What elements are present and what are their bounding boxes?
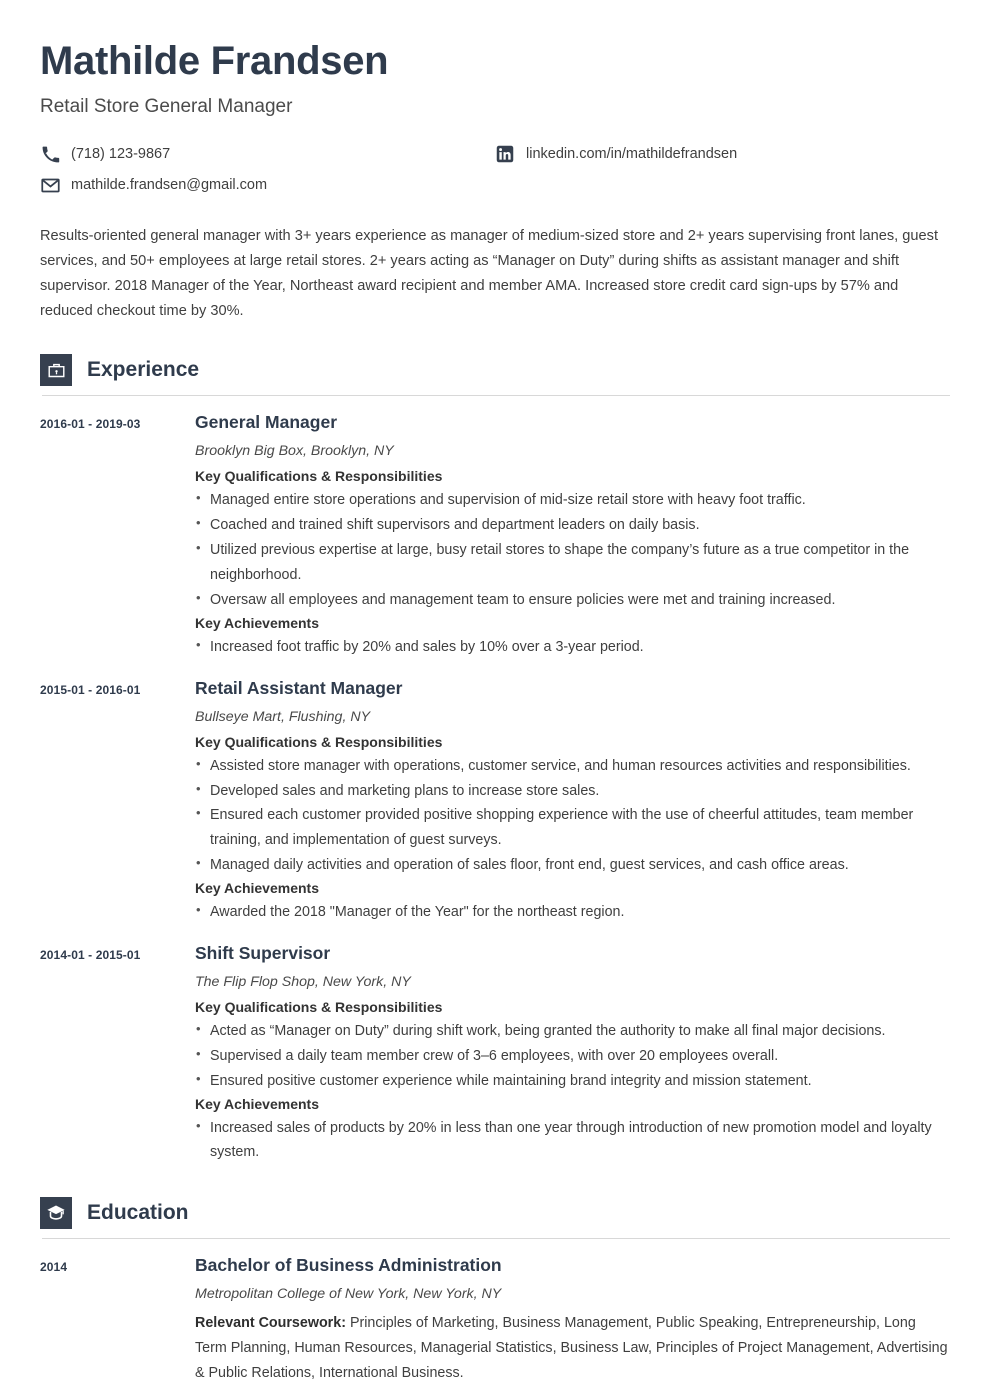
qualifications-list (195, 488, 950, 612)
contact-email[interactable] (40, 175, 495, 195)
contact-email-text: mathilde.frandsen@gmail.com (71, 177, 268, 193)
email-icon (40, 175, 60, 195)
professional-summary: Results-oriented general manager with 3+ years experience as manager of medium-sized store and 2+ years supervising front lanes, guest services, and 50+ employees at large retail stores. 2+ years acting as “Manager on Duty” during shifts as assistant manager and shift supervisor. 2018 Manager of the Year, Northeast award recipient and member AMA. Increased store credit card sign-ups by 57% and reduced checkout time by 30%. (40, 228, 938, 320)
list-item: • Supervised a daily team member crew of 3–6 employees, with over 20 employees overall. (195, 1044, 950, 1069)
education-section-header (40, 1197, 950, 1238)
list-item: • Increased foot traffic by 20% and sales by 10% over a 3-year period. (195, 635, 950, 660)
candidate-job-title: Retail Store General Manager (40, 96, 293, 117)
qualifications-label: Key Qualifications & Responsibilities (195, 733, 443, 750)
briefcase-icon (40, 354, 72, 386)
education-section (40, 1197, 950, 1386)
entry-subtitle: Bullseye Mart, Flushing, NY (195, 708, 371, 725)
list-item: • Ensured positive customer experience while maintaining brand integrity and mission statement. (195, 1069, 950, 1094)
list-item: • Managed daily activities and operation of sales floor, front end, guest services, and cash office areas. (195, 853, 950, 878)
entry-subtitle: Metropolitan College of New York, New York, NY (195, 1286, 502, 1303)
achievements-label: Key Achievements (195, 1095, 319, 1112)
entry-title: Retail Assistant Manager (195, 677, 403, 698)
coursework-label: Relevant Coursework: (195, 1315, 346, 1332)
linkedin-icon (495, 144, 515, 164)
list-item: • Utilized previous expertise at large, busy retail stores to shape the company’s future as a true competitor in the neighborhood. (195, 538, 950, 588)
entry-subtitle: The Flip Flop Shop, New York, NY (195, 973, 411, 990)
list-item: • Managed entire store operations and supervision of mid-size retail store with heavy foot traffic. (195, 488, 950, 513)
list-item: • Coached and trained shift supervisors and department leaders on daily basis. (195, 513, 950, 538)
experience-section-title: Experience (87, 358, 200, 382)
entry-title: General Manager (195, 412, 337, 433)
list-item: • Developed sales and marketing plans to increase store sales. (195, 779, 950, 804)
achievements-list (195, 900, 950, 925)
contact-linkedin[interactable] (495, 144, 950, 164)
experience-section-header (40, 354, 950, 395)
list-item: • Awarded the 2018 "Manager of the Year" for the northeast region. (195, 900, 950, 925)
experience-entry (40, 678, 950, 927)
education-entry (40, 1255, 950, 1386)
achievements-list (195, 1116, 950, 1166)
resume-header (40, 38, 950, 206)
achievements-label: Key Achievements (195, 880, 319, 896)
list-item: • Assisted store manager with operations, customer service, and human resources activities and responsibilities. (195, 754, 950, 779)
experience-section-rule (42, 395, 950, 396)
experience-entry (40, 412, 950, 661)
experience-section (40, 354, 950, 1167)
achievements-list (195, 635, 950, 660)
entry-date: 2016-01 - 2019-03 (40, 417, 141, 432)
contact-linkedin-text: linkedin.com/in/mathildefrandsen (526, 146, 738, 162)
list-item: • Increased sales of products by 20% in less than one year through introduction of new promotion model and loyalty system. (195, 1116, 950, 1166)
contact-phone[interactable] (40, 144, 495, 164)
qualifications-label: Key Qualifications & Responsibilities (195, 998, 443, 1015)
relevant-coursework (195, 1311, 950, 1386)
graduation-cap-icon (40, 1197, 72, 1229)
entry-subtitle: Brooklyn Big Box, Brooklyn, NY (195, 443, 394, 460)
contact-list (40, 144, 950, 206)
contact-phone-text: (718) 123-9867 (71, 146, 171, 162)
list-item: • Ensured each customer provided positive shopping experience with the use of cheerful attitudes, team member training, and implementation of guest surveys. (195, 803, 950, 853)
education-section-title: Education (87, 1201, 189, 1225)
qualifications-list (195, 1019, 950, 1094)
list-item: • Oversaw all employees and management team to ensure policies were met and training increased. (195, 588, 950, 613)
candidate-name: Mathilde Frandsen (40, 39, 389, 83)
entry-date: 2014-01 - 2015-01 (40, 947, 141, 962)
experience-entry (40, 943, 950, 1167)
education-section-rule (42, 1238, 950, 1239)
qualifications-label: Key Qualifications & Responsibilities (195, 468, 443, 485)
qualifications-list (195, 754, 950, 878)
coursework-text: Principles of Marketing, Business Management, Public Speaking, Entrepreneurship, Long Term Planning, Human Resources, Managerial Statistics, Business Law, Principles of Project Management, Advertising & Public Relations, International Business. (195, 1315, 948, 1381)
achievements-label: Key Achievements (195, 614, 319, 631)
entry-title: Bachelor of Business Administration (195, 1255, 502, 1276)
entry-date: 2015-01 - 2016-01 (40, 682, 141, 697)
entry-title: Shift Supervisor (195, 942, 331, 963)
phone-icon (40, 144, 60, 164)
entry-date: 2014 (40, 1260, 68, 1275)
list-item: • Acted as “Manager on Duty” during shift work, being granted the authority to make all final major decisions. (195, 1019, 950, 1044)
